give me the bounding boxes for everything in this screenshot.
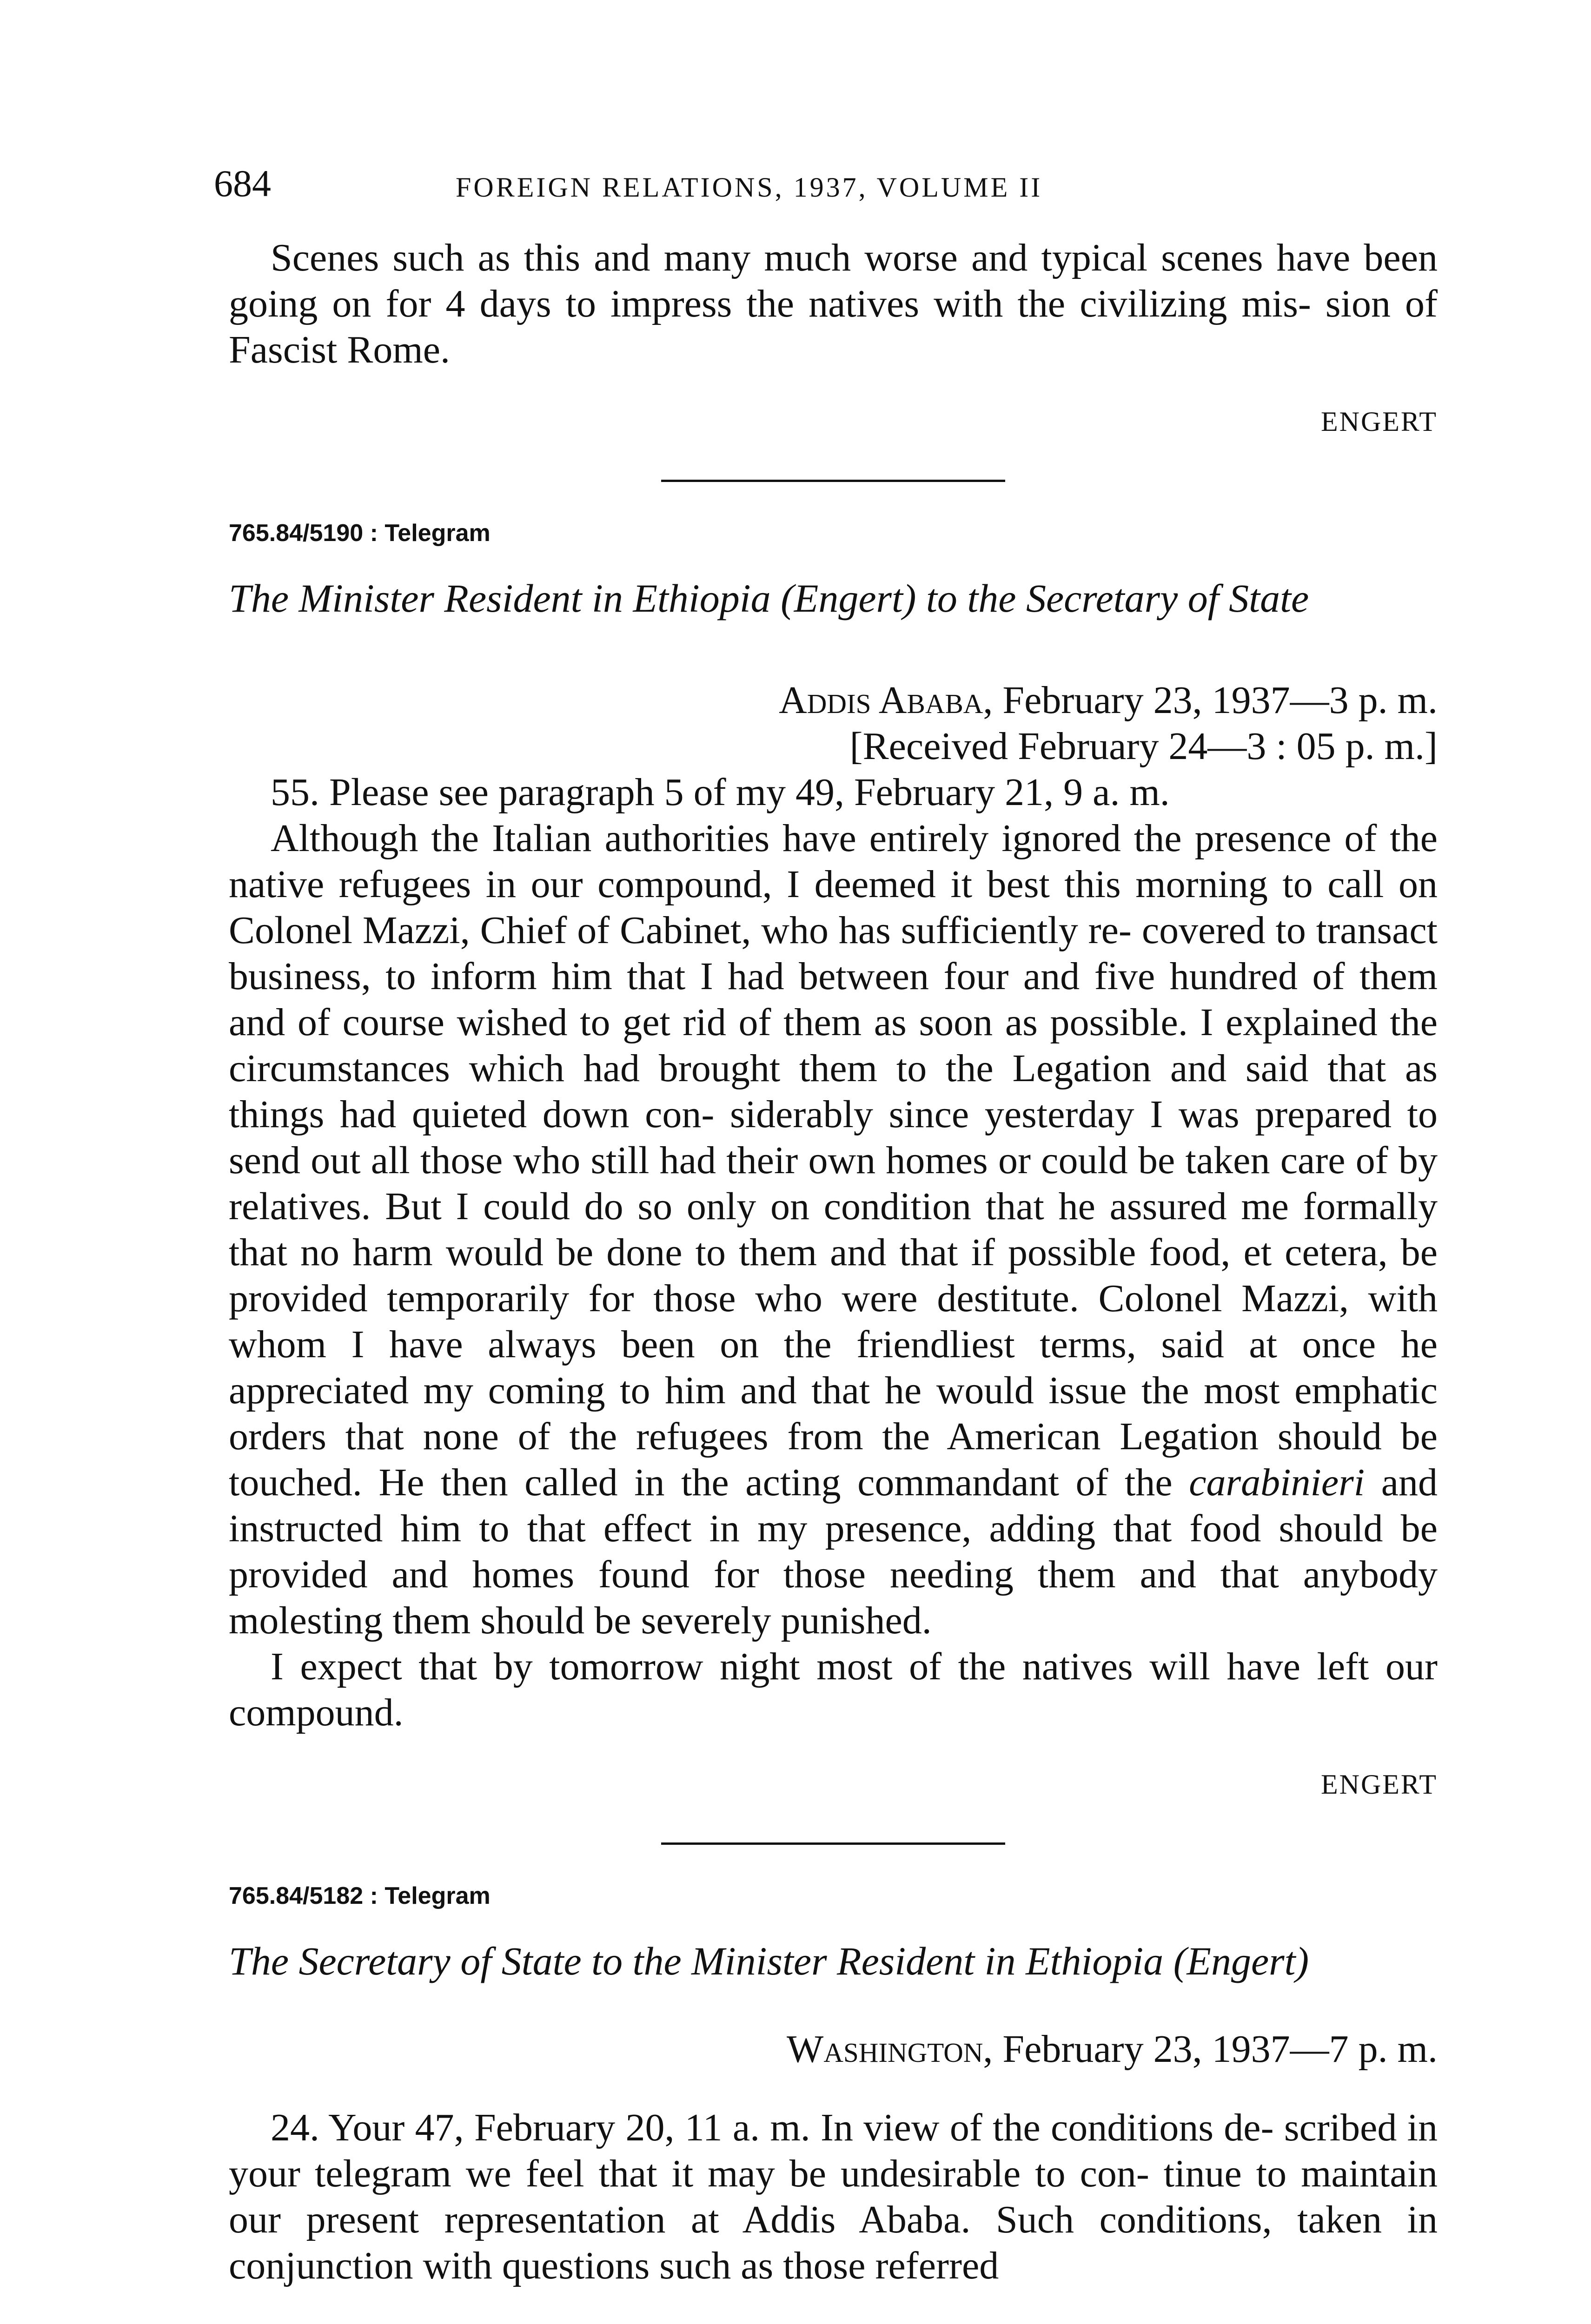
telegram-paragraph: 55. Please see paragraph 5 of my 49, February 21, 9 a. m. — [271, 771, 1170, 814]
running-title: FOREIGN RELATIONS, 1937, VOLUME II — [456, 172, 1043, 203]
running-head — [214, 160, 1441, 211]
file-reference: 765.84/5190 : Telegram — [229, 520, 491, 547]
paragraph-text: Although the Italian authorities have entirely ignored the presence of the native refugees in our compound, I deemed it best this morning to call on Colonel Mazzi, Chief of Cabinet, who has sufficiently re- covered to transact business, to inform him that I had between four and five hundred of them and of course wished to get rid of them as soon as possible. I explained the circumstances which had brought them to the Legation and said that as things had quieted down con- siderably since yesterday I was prepared to send out all those who still had their own homes or could be taken care of by relatives. But I could do so only on condition that he assured me formally that no harm would be done to them and that if possible food, et cetera, be provided temporarily for those who were destitute. Colonel Mazzi, with whom I have always been on the friendliest terms, said at once he appreciated my coming to him and that he would issue the most emphatic orders that none of the refugees from the American Legation should be touched. He then called in the acting commandant of the — [229, 817, 1438, 1504]
opening-paragraph: Scenes such as this and many much worse and typical scenes have been going on for 4 days to impress the natives with the civilizing mis- sion of Fascist Rome. — [229, 236, 1438, 371]
italic-term: carabinieri — [1189, 1461, 1365, 1504]
telegram-paragraph: 24. Your 47, February 20, 11 a. m. In view of the conditions de- scribed in your telegram we feel that it may be undesirable to con- tinue to maintain our present representation at Addis Ababa. Such conditions, taken in conjunction with questions such as those referred — [229, 2106, 1438, 2287]
spacer — [229, 2072, 1438, 2105]
telegram-paragraph — [229, 815, 1438, 1644]
signature-engert-1: ENGERT — [1320, 406, 1438, 437]
section-divider — [661, 1842, 1005, 1845]
page-body — [229, 235, 1438, 2289]
signature-engert-2: ENGERT — [1320, 1769, 1438, 1800]
page-number: 684 — [214, 162, 271, 205]
dateline-date: , February 23, 1937—3 p. m. — [983, 679, 1438, 722]
file-reference: 765.84/5182 : Telegram — [229, 1882, 491, 1909]
section-divider — [661, 480, 1005, 482]
dateline-date: , February 23, 1937—7 p. m. — [983, 2027, 1438, 2071]
received-note: [Received February 24—3 : 05 p. m.] — [849, 725, 1438, 768]
dateline-place: Addis Ababa — [779, 679, 983, 722]
document-title: The Secretary of State to the Minister Resident in Ethiopia (Engert) — [229, 1939, 1309, 1983]
dateline — [229, 2026, 1438, 2072]
telegram-paragraph: I expect that by tomorrow night most of the natives will have left our compound. — [229, 1645, 1438, 1734]
document-title: The Minister Resident in Ethiopia (Engert) to the Secretary of State — [229, 576, 1309, 621]
dateline-place: Washington — [787, 2027, 983, 2071]
dateline — [229, 677, 1438, 723]
paragraph-text: and instructed him to that effect in my presence, adding that food should be provided and homes found for those needing them and that anybody molesting them should be severely punished. — [229, 1461, 1438, 1642]
